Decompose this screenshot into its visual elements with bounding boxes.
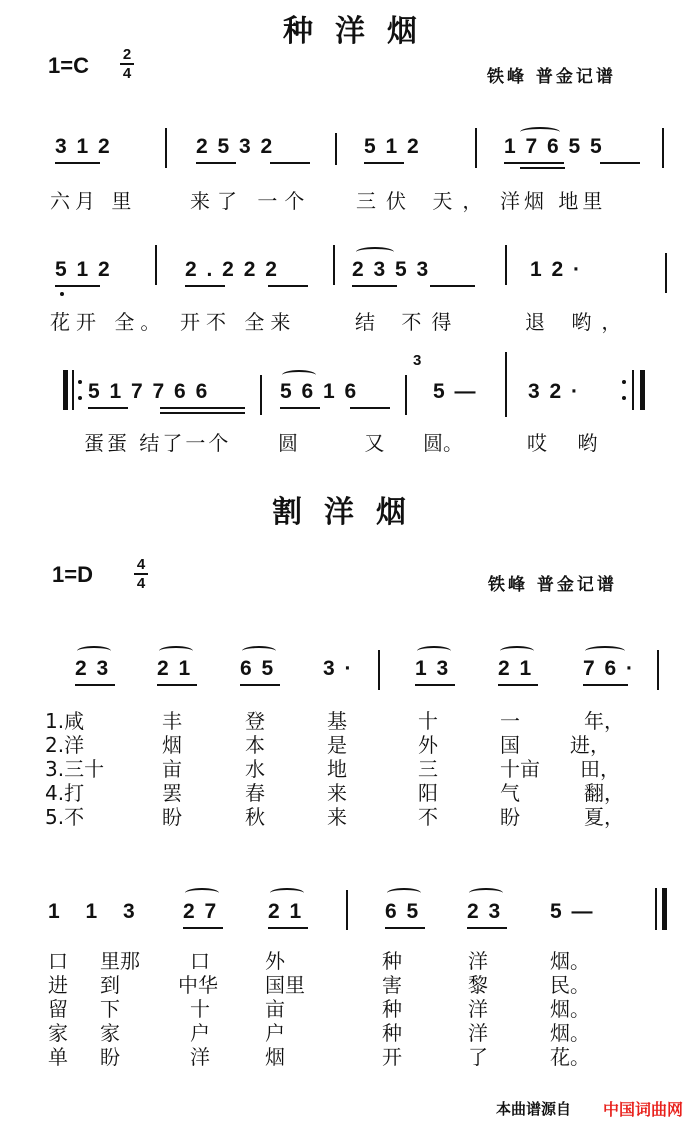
lyric: 5.不 [45,805,85,829]
final-bar-thin [655,888,657,930]
lyric: 留 [48,997,68,1021]
barline [335,133,337,165]
barline [665,253,667,293]
measure-notes: 5 6 1 6 [280,380,359,403]
lyric: 单 [48,1045,68,1069]
source-label: 本曲谱源自 [496,1100,572,1118]
lyric: 口 [48,949,68,973]
measure-notes: 5 — [550,900,595,923]
song2-credit: 铁峰 普金记谱 [488,575,617,595]
lyric: 十 [190,997,210,1021]
lyric: 水 [245,757,265,781]
lyric: 民。 [550,973,590,997]
lyric: 口 [190,949,210,973]
measure-notes: 7 6 · [583,657,636,680]
lyric: 中华 [178,973,218,997]
lyric: 退 哟， [525,310,632,334]
lyric: 1.咸 [45,709,85,733]
lyric: 外 [265,949,285,973]
lyric: 种 [382,949,402,973]
measure-notes: 1 2 · [530,258,583,281]
lyric: 年， [584,709,624,733]
measure-notes: 1 1 3 [48,900,145,923]
measure-notes: 2 7 [183,900,219,923]
lyric: 种 [382,1021,402,1045]
lyric: 亩 [265,997,285,1021]
lyric: 进， [570,733,610,757]
measure-notes: 2 3 [467,900,503,923]
grace-note: 3 [413,352,424,369]
lyric: 春 [245,781,265,805]
measure-notes: 1 3 [415,657,451,680]
barline [346,890,348,930]
lyric: 本 [245,733,265,757]
lyric: 是 [327,733,347,757]
barline [405,375,407,415]
lyric: 种 [382,997,402,1021]
barline [165,128,167,168]
barline [155,245,157,285]
lyric: 盼 [100,1045,120,1069]
lyric: 来了 一个 [190,189,312,213]
measure-notes: 2 1 [157,657,193,680]
lyric: 户 [265,1021,285,1045]
lyric: 开不 全来 [180,310,297,334]
meter-bottom: 4 [122,65,132,82]
measure-notes: 5 1 2 [55,258,112,281]
song1-title: 种洋烟 [283,14,439,49]
lyric: 2.洋 [45,733,85,757]
lyric: 洋 [468,997,488,1021]
barline [475,128,477,168]
lyric: 洋 [190,1045,210,1069]
measure-notes: 5 1 2 [364,135,421,158]
lyric: 阳 [418,781,438,805]
repeat-end-thick [640,370,645,410]
lyric: 地 [327,757,347,781]
lyric: 罢 [162,781,182,805]
lyric: 国里 [265,973,305,997]
lyric: 亩 [162,757,182,781]
barline [662,128,664,168]
lyric: 哎 哟 [527,431,610,455]
lyric: 下 [100,997,120,1021]
lyric: 翻， [584,781,624,805]
lyric: 三伏 天， [356,189,493,213]
lyric: 洋烟 地里 [500,189,607,213]
lyric: 家 [48,1021,68,1045]
lyric: 开 [382,1045,402,1069]
lyric: 盼 [500,805,520,829]
measure-notes: 2 3 [75,657,111,680]
barline [505,352,507,417]
lyric: 国 [500,733,520,757]
lyric: 来 [327,805,347,829]
lyric: 田， [580,757,620,781]
lyric: 3.三十 [45,757,105,781]
site-link[interactable]: 中国词曲网 [603,1100,684,1119]
measure-notes: 2 5 3 2 [196,135,275,158]
song1-key: 1=C [48,53,89,78]
lyric: 洋 [468,949,488,973]
barline [333,245,335,285]
lyric: 外 [418,733,438,757]
repeat-start-thick [63,370,68,410]
song1-credit: 铁峰 普金记谱 [487,67,616,87]
lyric: 夏， [584,805,624,829]
lyric: 基 [327,709,347,733]
lyric: 来 [327,781,347,805]
barline [505,245,507,285]
lyric: 烟 [162,733,182,757]
lyric: 户 [190,1021,210,1045]
measure-notes: 2 3 5 3 [352,258,431,281]
lyric: 进 [48,973,68,997]
lyric: 烟。 [550,1021,590,1045]
barline [378,650,380,690]
lyric: 家 [100,1021,120,1045]
lyric: 十亩 [500,757,540,781]
measure-notes: 6 5 [385,900,421,923]
measure-notes: 5 1 7 7 6 6 [88,380,210,403]
final-bar-thick [662,888,667,930]
measure-notes: 6 5 [240,657,276,680]
measure-notes: 2 1 [498,657,534,680]
lyric: 花。 [550,1045,590,1069]
lyric: 到 [100,973,120,997]
lyric: 了 [468,1045,488,1069]
song2-key: 1=D [52,562,93,587]
lyric: 烟。 [550,949,590,973]
lyric: 圆 又 [278,431,415,455]
meter-bottom: 4 [136,575,146,592]
lyric: 蛋蛋 结了一个 [84,431,232,455]
lyric: 4.打 [45,781,85,805]
barline [657,650,659,690]
lyric: 六月 里 [50,189,137,213]
meter-top: 4 [136,556,146,573]
lyric: 花开 全。 [50,310,167,334]
repeat-start-thin [72,370,74,410]
lyric: 十 [418,709,438,733]
lyric: 黎 [468,973,488,997]
song2-title: 割洋烟 [272,495,428,530]
lyric: 里那 [100,949,140,973]
measure-notes: 3 · [323,657,354,680]
lyric: 害 [382,973,402,997]
measure-notes: 3 2 · [528,380,581,403]
lyric: 气 [500,781,520,805]
lyric: 登 [245,709,265,733]
lyric: 盼 [162,805,182,829]
song2-meter [134,557,148,591]
lyric: 丰 [162,709,182,733]
lyric: 一 [500,709,520,733]
lyric: 结 不得 [355,310,462,334]
lyric: 烟 [265,1045,285,1069]
lyric: 秋 [245,805,265,829]
lyric: 烟。 [550,997,590,1021]
lyric: 圆。 [423,431,463,455]
measure-notes: 3 1 2 [55,135,112,158]
measure-notes: 2 . 2 2 2 [185,258,279,281]
lyric: 不 [418,805,438,829]
meter-top: 2 [122,46,132,63]
song1-meter [120,47,134,81]
measure-notes: 1 7 6 5 5 [504,135,604,158]
barline [260,375,262,415]
repeat-end-thin [632,370,634,410]
measure-notes: 2 1 [268,900,304,923]
lyric: 洋 [468,1021,488,1045]
measure-notes: 5 — [433,380,478,403]
lyric: 三 [418,757,438,781]
